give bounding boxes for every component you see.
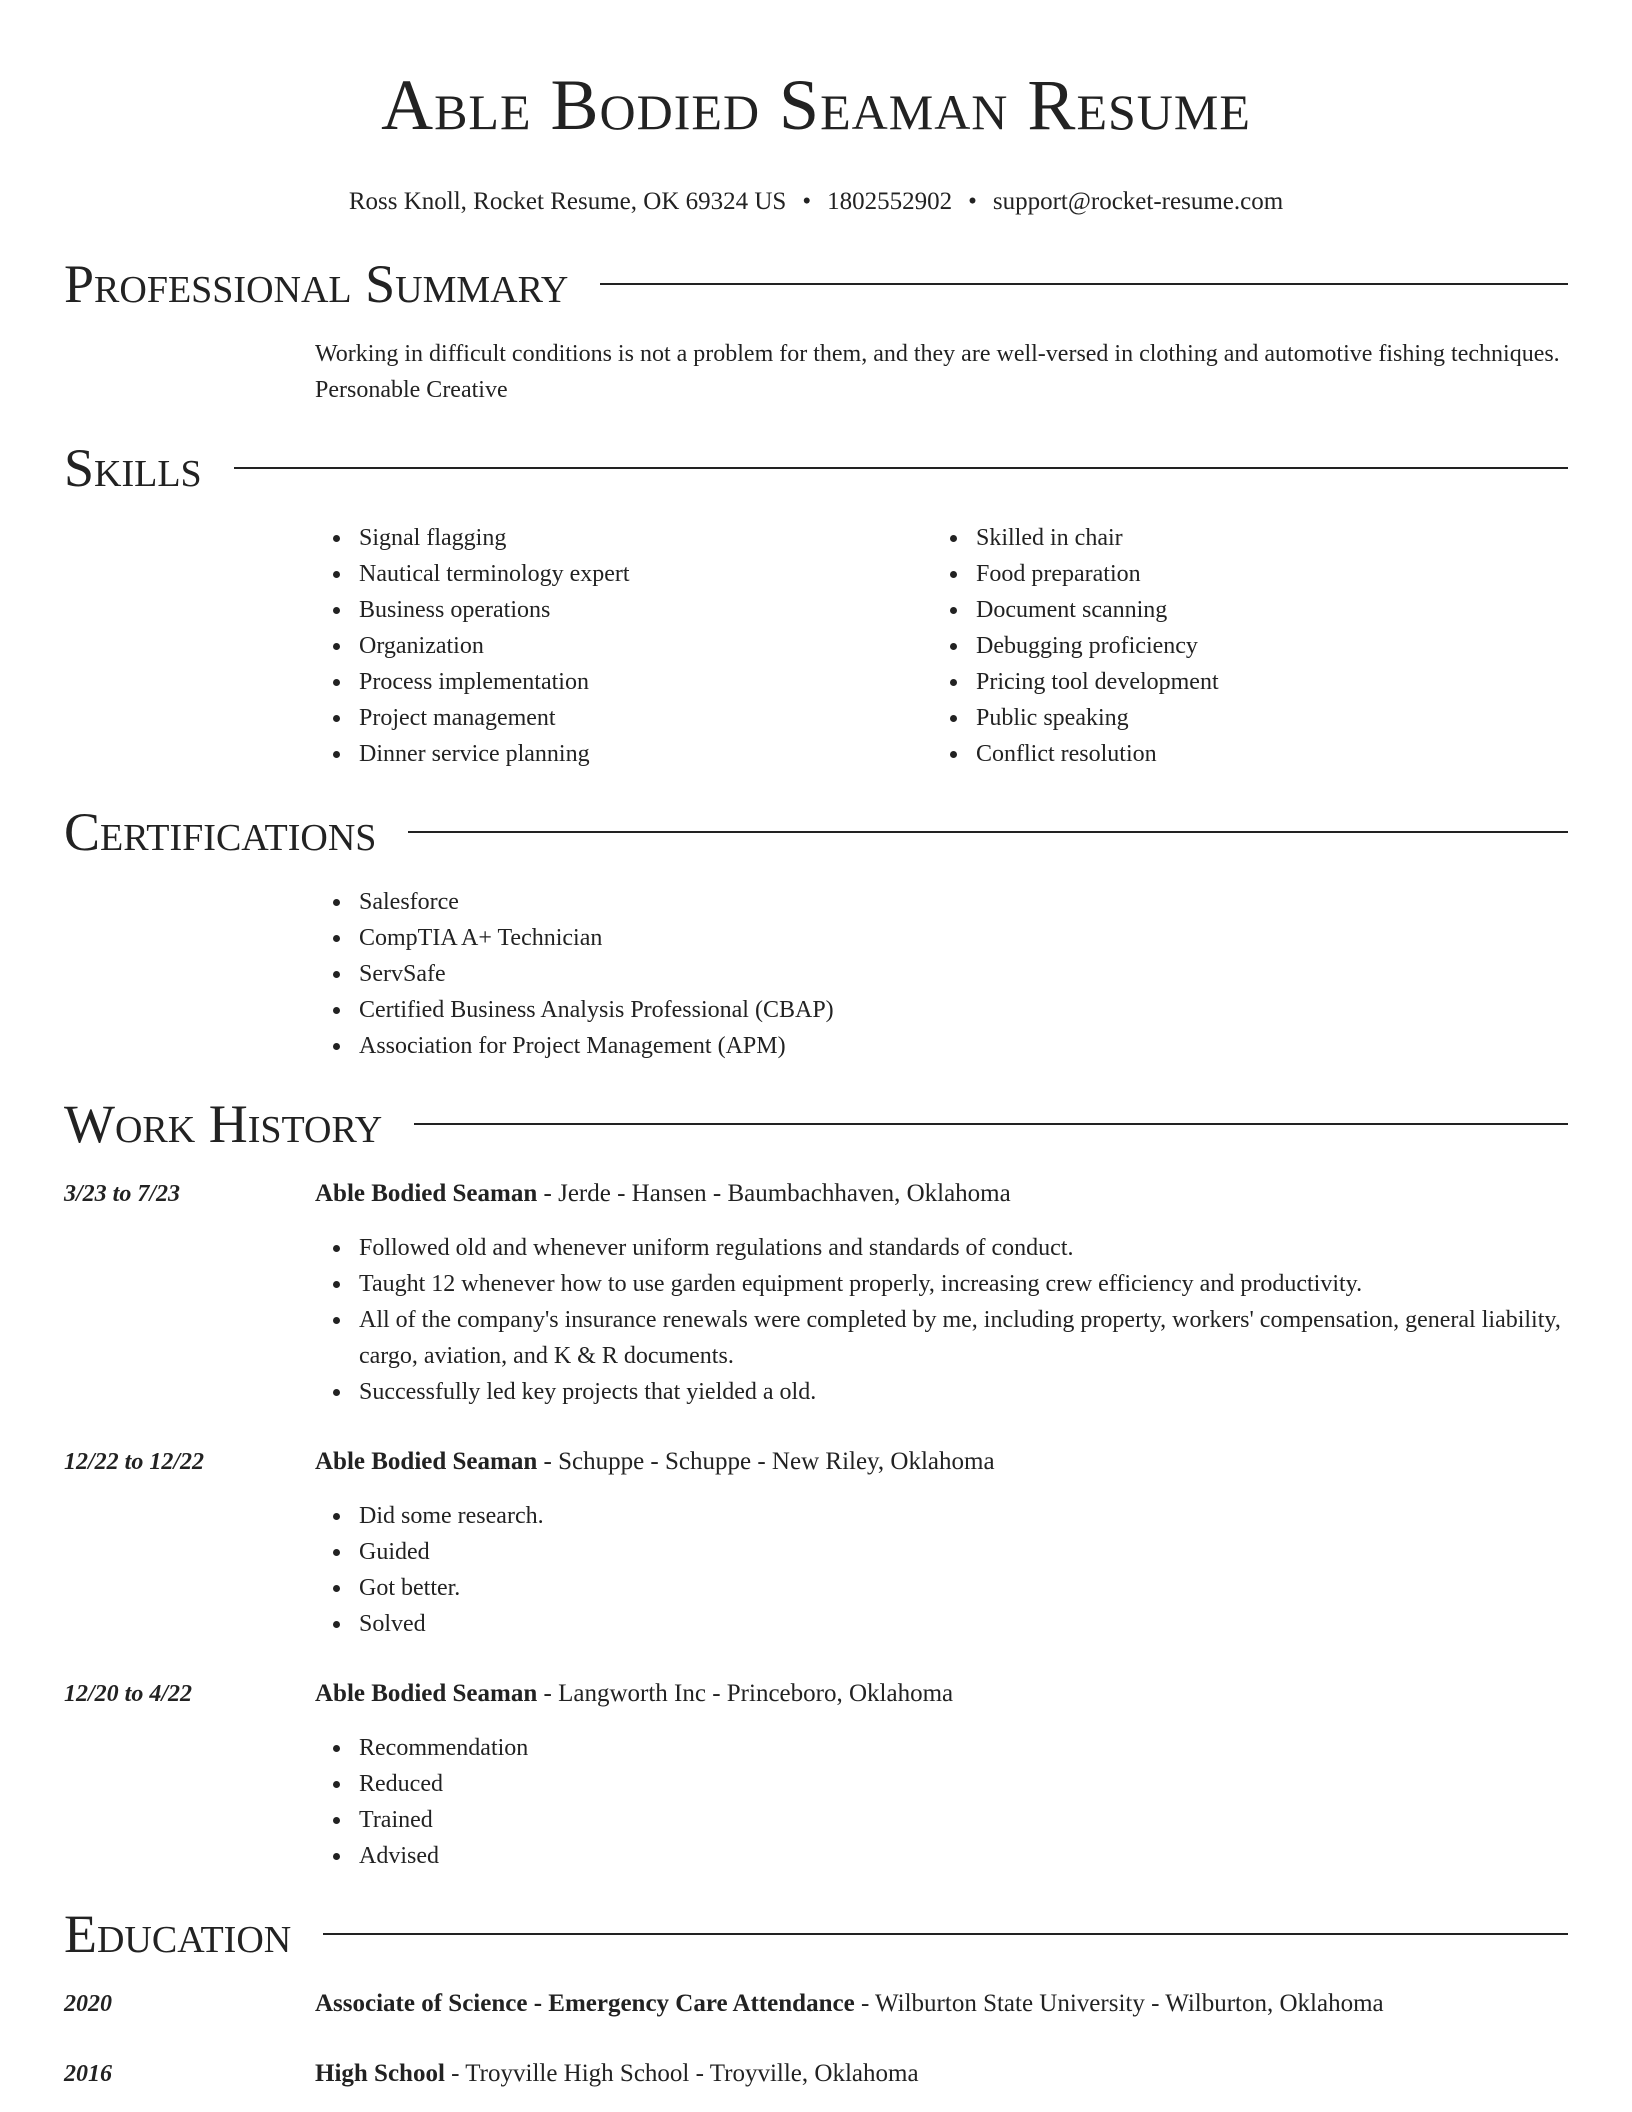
certifications-heading: Certifications	[64, 802, 377, 862]
certifications-list	[64, 884, 1568, 1064]
job-dates: 12/22 to 12/22	[64, 1449, 205, 1475]
job-duties	[64, 1498, 1568, 1642]
skill-item: Food preparation	[976, 556, 1549, 592]
summary-heading: Professional Summary	[64, 254, 569, 314]
job-duty: Guided	[359, 1534, 1568, 1570]
job-duty: Successfully led key projects that yielded a old.	[359, 1374, 1568, 1410]
skill-item: Business operations	[359, 592, 932, 628]
skill-item: Process implementation	[359, 664, 932, 700]
job-details: - Langworth Inc - Princeboro, Oklahoma	[537, 1680, 954, 1707]
summary-section-header	[64, 254, 1568, 314]
job-duty: Recommendation	[359, 1730, 1568, 1766]
job-title-line	[315, 1176, 1011, 1212]
job-entry	[64, 1676, 1568, 1874]
job-duty: Followed old and whenever uniform regulations and standards of conduct.	[359, 1230, 1568, 1266]
section-divider	[234, 467, 1568, 469]
education-entry	[64, 1986, 1568, 2022]
work-section-header	[64, 1094, 1568, 1154]
education-section-header	[64, 1904, 1568, 1964]
skill-item: Skilled in chair	[976, 520, 1549, 556]
skills-section-header	[64, 438, 1568, 498]
skill-item: Conflict resolution	[976, 736, 1549, 772]
resume-title: Able Bodied Seaman Resume	[381, 65, 1251, 145]
education-details: - Troyville High School - Troyville, Oklahoma	[444, 2060, 919, 2087]
education-entry	[64, 2056, 1568, 2092]
skill-item: Pricing tool development	[976, 664, 1549, 700]
skill-item: Debugging proficiency	[976, 628, 1549, 664]
job-title-line	[315, 1676, 953, 1712]
job-header	[64, 1676, 1568, 1712]
education-heading: Education	[64, 1904, 292, 1964]
job-duty: All of the company's insurance renewals were completed by me, including property, workers' compensation, general liability, cargo, aviation, and K & R documents.	[359, 1302, 1568, 1374]
education-line	[315, 2056, 919, 2092]
job-duty: Solved	[359, 1606, 1568, 1642]
education-details: - Wilburton State University - Wilburton, Oklahoma	[854, 1990, 1384, 2017]
summary-body	[64, 336, 1568, 408]
education-degree: High School	[315, 2060, 445, 2087]
skill-item: Document scanning	[976, 592, 1549, 628]
job-details: - Schuppe - Schuppe - New Riley, Oklahoma	[537, 1448, 995, 1475]
skill-item: Nautical terminology expert	[359, 556, 932, 592]
contact-separator: •	[802, 188, 812, 215]
job-entry	[64, 1444, 1568, 1642]
education-year: 2020	[64, 1991, 112, 2017]
skills-list	[64, 520, 1568, 772]
job-title: Able Bodied Seaman	[315, 1680, 538, 1707]
skill-item: Organization	[359, 628, 932, 664]
job-dates: 12/20 to 4/22	[64, 1681, 193, 1707]
skills-column-right	[932, 520, 1549, 772]
skill-item: Public speaking	[976, 700, 1549, 736]
job-duty: Taught 12 whenever how to use garden equipment properly, increasing crew efficiency and productivity.	[359, 1266, 1568, 1302]
skills-heading: Skills	[64, 438, 202, 498]
section-divider	[323, 1933, 1568, 1935]
certification-item: CompTIA A+ Technician	[359, 920, 1568, 956]
education-year: 2016	[64, 2061, 112, 2087]
contact-phone: 1802552902	[827, 188, 953, 215]
contact-line	[64, 186, 1568, 218]
job-duty: Did some research.	[359, 1498, 1568, 1534]
section-divider	[600, 283, 1568, 285]
certification-item: Salesforce	[359, 884, 1568, 920]
job-title: Able Bodied Seaman	[315, 1448, 538, 1475]
certifications-section-header	[64, 802, 1568, 862]
education-degree: Associate of Science - Emergency Care Attendance	[315, 1990, 855, 2017]
certification-item: Association for Project Management (APM)	[359, 1028, 1568, 1064]
skill-item: Project management	[359, 700, 932, 736]
contact-email: support@rocket-resume.com	[992, 188, 1284, 215]
certification-item: Certified Business Analysis Professional (CBAP)	[359, 992, 1568, 1028]
contact-address: Ross Knoll, Rocket Resume, OK 69324 US	[348, 188, 787, 215]
contact-separator: •	[968, 188, 977, 215]
job-title-line	[315, 1444, 995, 1480]
job-duty: Advised	[359, 1838, 1568, 1874]
certification-item: ServSafe	[359, 956, 1568, 992]
skill-item: Signal flagging	[359, 520, 932, 556]
job-duty: Reduced	[359, 1766, 1568, 1802]
skills-column-left	[315, 520, 932, 772]
job-duty: Trained	[359, 1802, 1568, 1838]
education-line	[315, 1986, 1384, 2022]
job-duties	[64, 1230, 1568, 1410]
job-duties	[64, 1730, 1568, 1874]
job-header	[64, 1444, 1568, 1480]
job-header	[64, 1176, 1568, 1212]
section-divider	[408, 831, 1568, 833]
job-details: - Jerde - Hansen - Baumbachhaven, Oklahoma	[537, 1180, 1011, 1207]
job-title: Able Bodied Seaman	[315, 1180, 538, 1207]
job-entry	[64, 1176, 1568, 1410]
job-dates: 3/23 to 7/23	[64, 1181, 181, 1207]
job-duty: Got better.	[359, 1570, 1568, 1606]
summary-text: Working in difficult conditions is not a problem for them, and they are well-versed in clothing and automotive fishing techniques. Personable Creative	[315, 341, 1560, 403]
section-divider	[414, 1123, 1568, 1125]
skill-item: Dinner service planning	[359, 736, 932, 772]
work-heading: Work History	[64, 1094, 383, 1154]
